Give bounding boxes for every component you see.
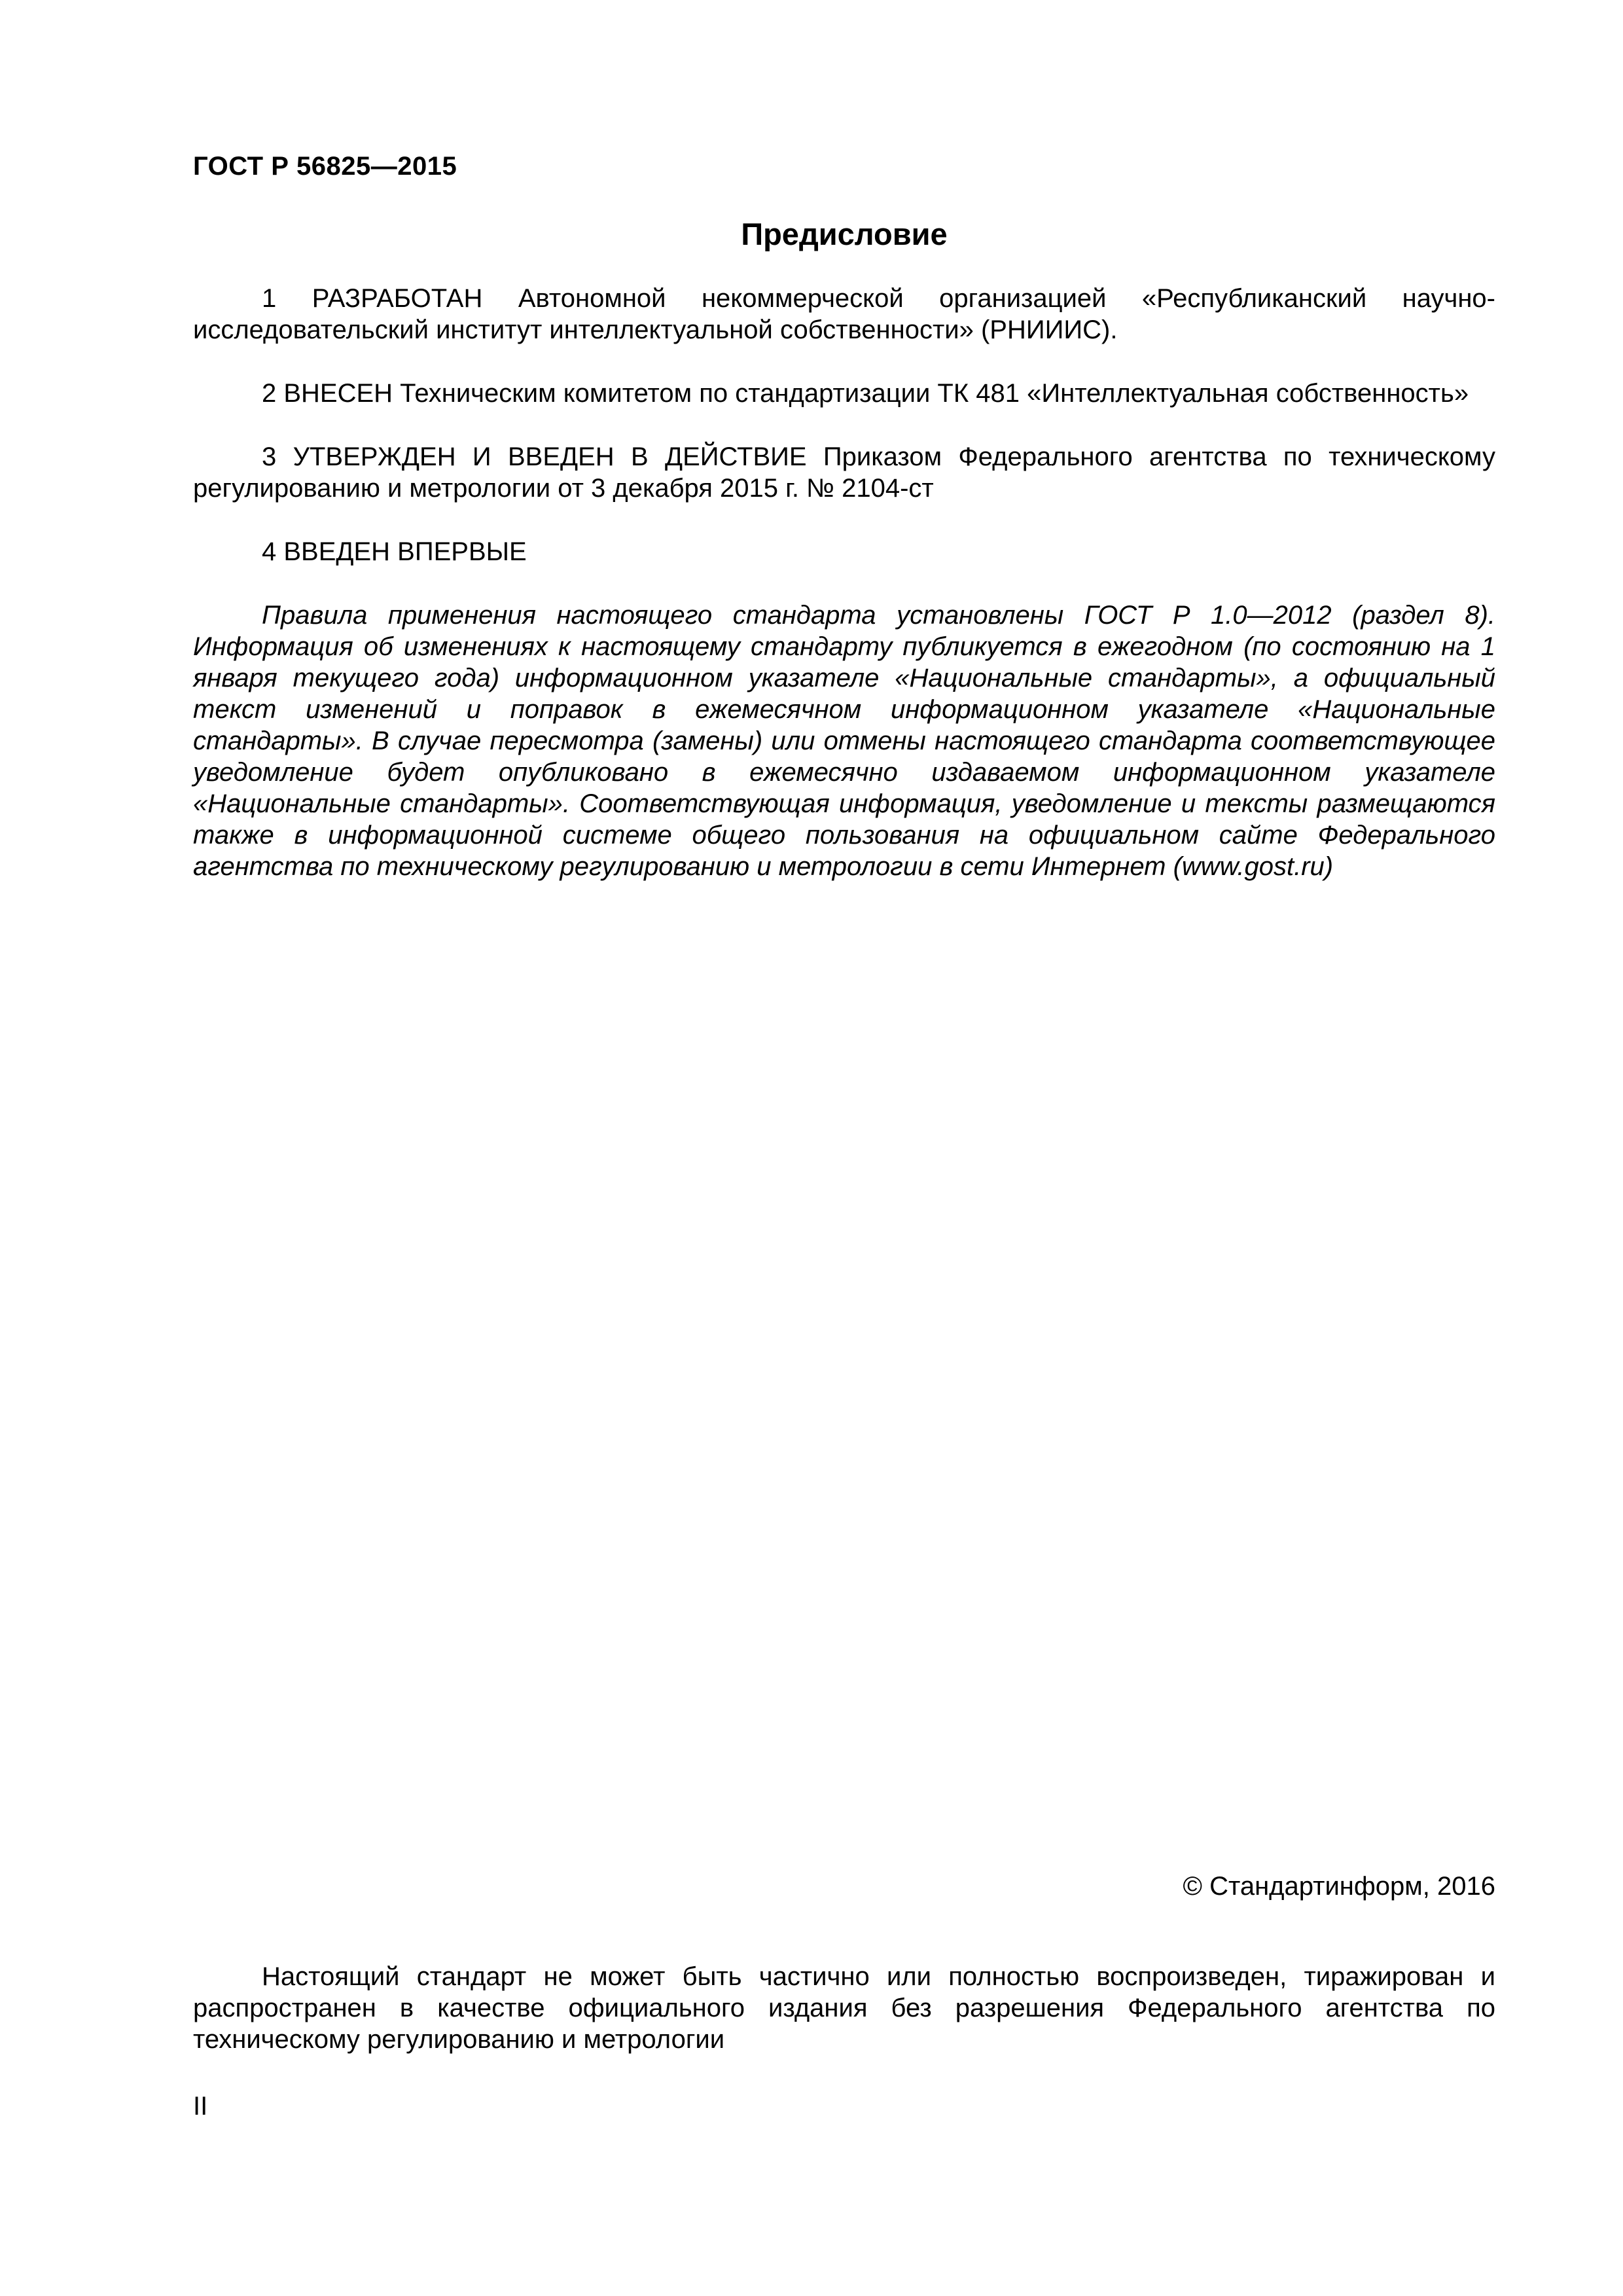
paragraph-first-introduced: 4 ВВЕДЕН ВПЕРВЫЕ xyxy=(262,537,527,566)
page-title: Предисловие xyxy=(741,217,948,251)
copyright-line: © Стандартинформ, 2016 xyxy=(1183,1872,1495,1901)
reproduction-notice: Настоящий стандарт не может быть частично или полностью воспроизведен, тиражирован и распространен в качестве официального издания без разрешения Федерального агентства по техническому регулированию и метрологии xyxy=(193,1962,1495,2054)
document-header: ГОСТ Р 56825—2015 xyxy=(193,152,457,181)
paragraph-introduced: 2 ВНЕСЕН Техническим комитетом по стандартизации ТК 481 «Интеллектуальная собственность» xyxy=(262,379,1469,408)
foreword-content xyxy=(193,283,1495,914)
paragraph-developed: 1 РАЗРАБОТАН Автономной некоммерческой организацией «Республиканский научно-исследовательский институт интеллектуальной собственности» (РНИИИС). xyxy=(193,284,1495,344)
page-number: II xyxy=(193,2092,208,2121)
italic-note: Правила применения настоящего стандарта установлены ГОСТ Р 1.0—2012 (раздел 8). Информация об изменениях к настоящему стандарту публикуется в ежегодном (по состоянию на 1 января текущего года) информационном указателе «Национальные стандарты», а официальный текст изменений и поправок в ежемесячном информационном указателе «Национальные стандарты». В случае пересмотра (замены) или отмены настоящего стандарта соответствующее уведомление будет опубликовано в ежемесячно издаваемом информационном указателе «Национальные стандарты». Соответствующая информация, уведомление и тексты размещаются также в информационной системе общего пользования на официальном сайте Федерального агентства по техническому регулированию и метрологии в сети Интернет (www.gost.ru) xyxy=(193,601,1495,881)
paragraph-approved: 3 УТВЕРЖДЕН И ВВЕДЕН В ДЕЙСТВИЕ Приказом Федерального агентства по техническому регулированию и метрологии от 3 декабря 2015 г. № 2104-ст xyxy=(193,442,1495,503)
